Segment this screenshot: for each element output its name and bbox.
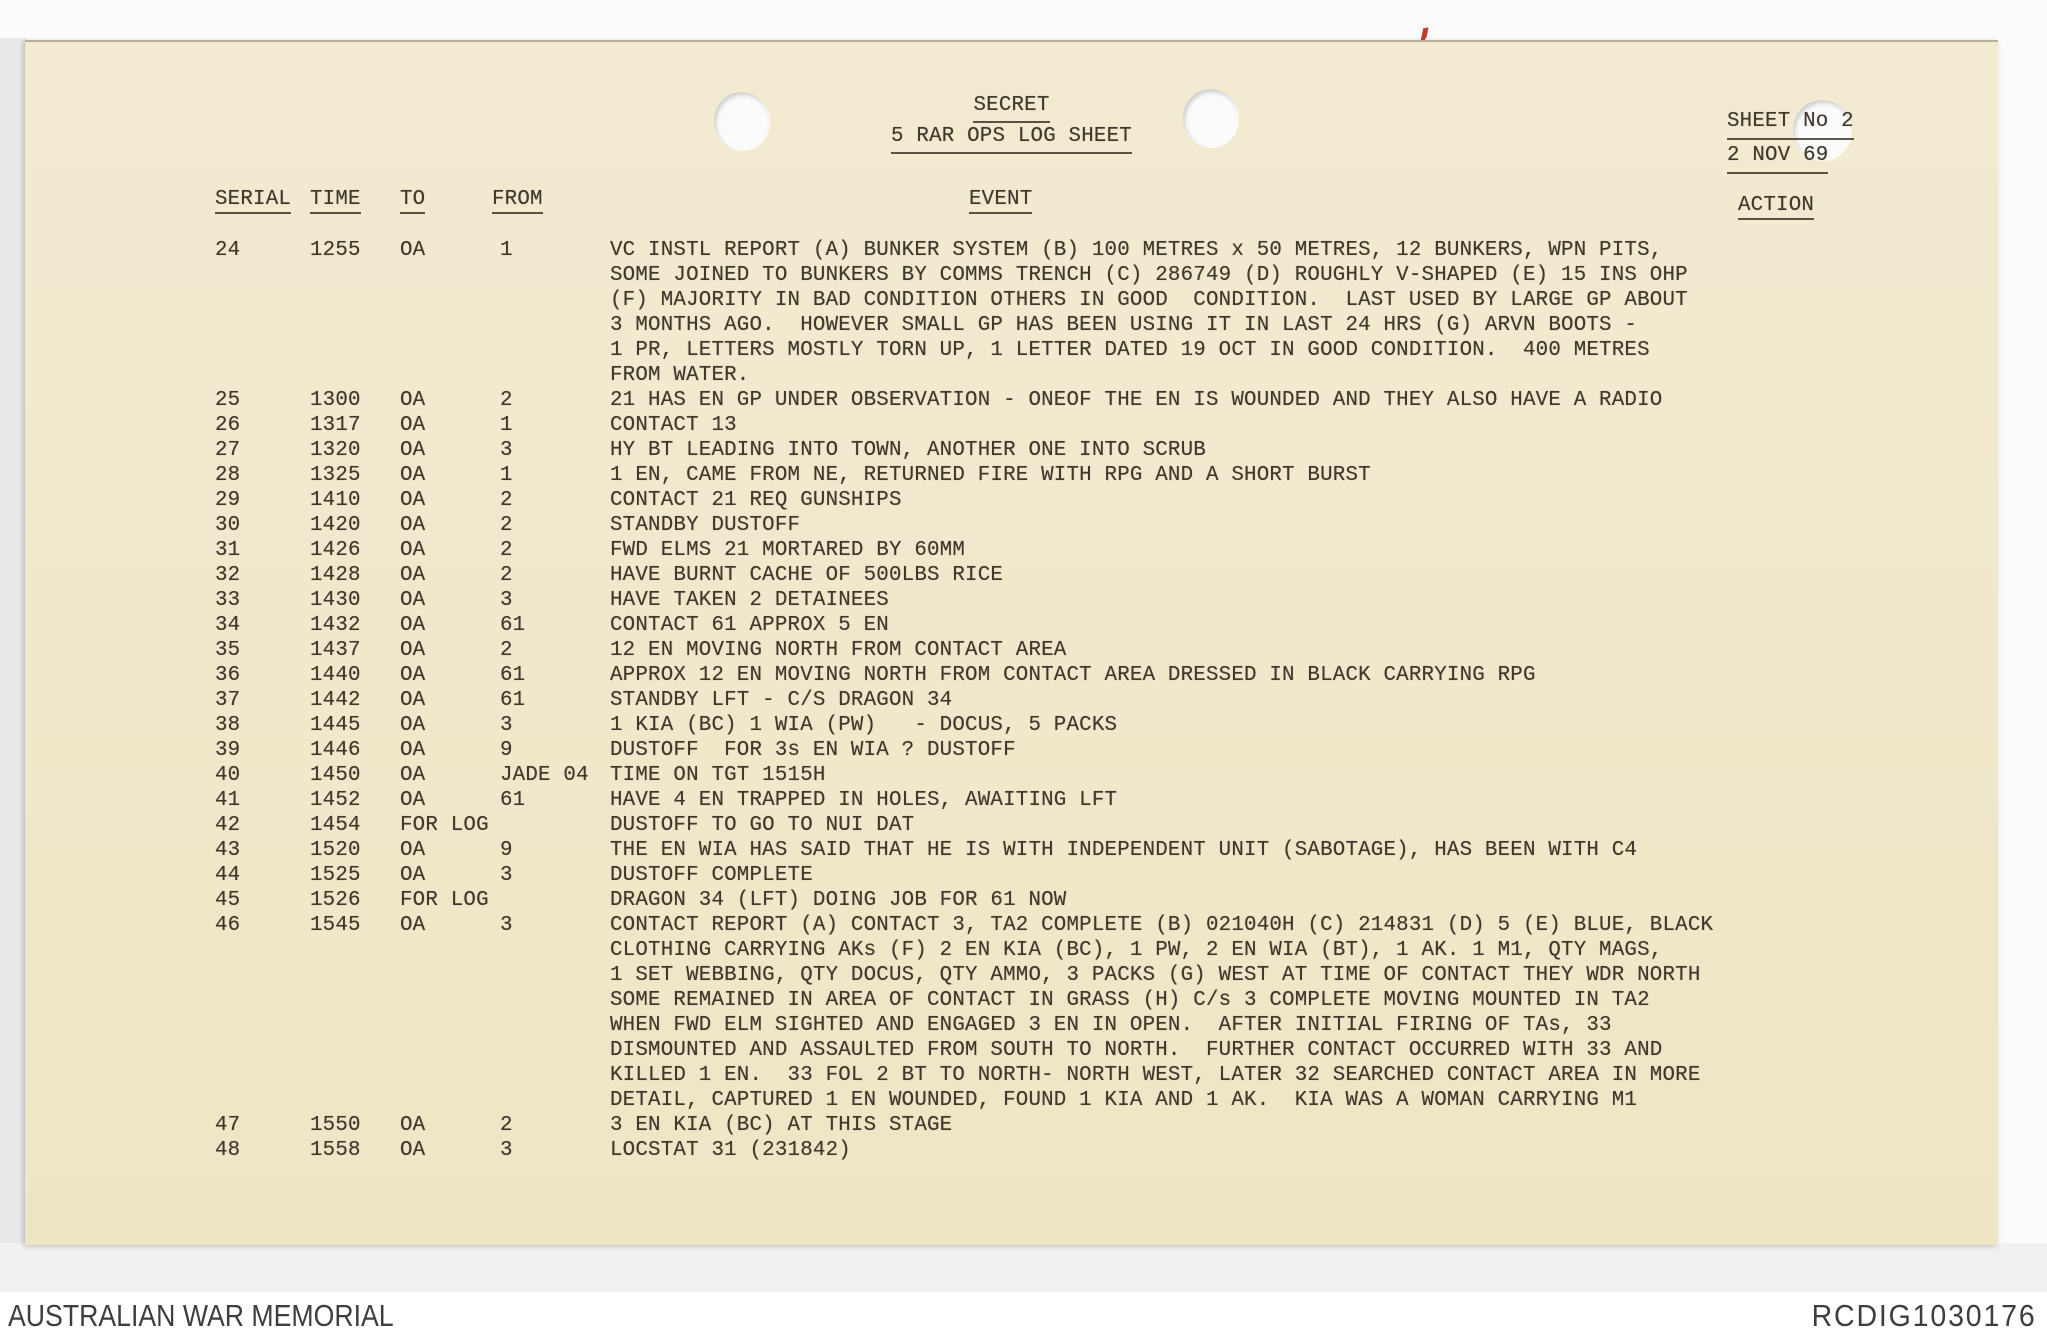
from-cell: 3	[500, 589, 513, 612]
log-entries	[215, 238, 1972, 1163]
to-cell: OA	[400, 664, 426, 687]
log-entry	[215, 788, 1972, 813]
from-cell: 2	[500, 639, 513, 662]
log-entry	[215, 863, 1972, 888]
log-entry	[215, 388, 1972, 413]
time-cell: 1520	[310, 839, 361, 862]
log-entry	[215, 463, 1972, 488]
serial-cell: 46	[215, 914, 241, 937]
column-header-from: FROM	[492, 188, 543, 214]
serial-cell: 31	[215, 539, 241, 562]
to-cell: OA	[400, 914, 426, 937]
event-cell: 21 HAS EN GP UNDER OBSERVATION - ONEOF THE EN IS WOUNDED AND THEY ALSO HAVE A RADIO	[610, 389, 1663, 412]
log-entry	[215, 588, 1972, 613]
from-cell: JADE 04	[500, 764, 589, 787]
event-cell: TIME ON TGT 1515H	[610, 764, 826, 787]
serial-cell: 32	[215, 564, 241, 587]
time-cell: 1432	[310, 614, 361, 637]
serial-cell: 45	[215, 889, 241, 912]
log-entry	[215, 513, 1972, 538]
from-cell: 61	[500, 614, 526, 637]
event-cell: CONTACT REPORT (A) CONTACT 3, TA2 COMPLETE (B) 021040H (C) 214831 (D) 5 (E) BLUE, BLACK CLOTHING CARRYING AKs (F) 2 EN KIA (BC), 1 PW, 2 EN WIA (BT), 1 AK. 1 M1, QTY MAGS, 1 SET WEBBING, QTY DOCUS, QTY AMMO, 3 PACKS (G) WEST AT TIME OF CONTACT THEY WDR NORTH SOME REMAINED IN AREA OF CONTACT IN GRASS (H) C/s 3 COMPLETE MOVING MOUNTED IN TA2 WHEN FWD ELM SIGHTED AND ENGAGED 3 EN IN OPEN. AFTER INITIAL FIRING OF TAs, 33 DISMOUNTED AND ASSAULTED FROM SOUTH TO NORTH. FURTHER CONTACT OCCURRED WITH 33 AND KILLED 1 EN. 33 FOL 2 BT TO NORTH- NORTH WEST, LATER 32 SEARCHED CONTACT AREA IN MORE DETAIL, CAPTURED 1 EN WOUNDED, FOUND 1 KIA AND 1 AK. KIA WAS A WOMAN CARRYING M1	[610, 914, 1714, 1112]
serial-cell: 37	[215, 689, 241, 712]
scanner-bed-edge	[0, 38, 26, 1243]
to-cell: OA	[400, 589, 426, 612]
to-cell: FOR LOG	[400, 889, 489, 912]
to-cell: OA	[400, 789, 426, 812]
log-entry	[215, 763, 1972, 788]
event-cell: APPROX 12 EN MOVING NORTH FROM CONTACT AREA DRESSED IN BLACK CARRYING RPG	[610, 664, 1536, 687]
column-header-time: TIME	[310, 188, 361, 214]
from-cell: 1	[500, 414, 513, 437]
serial-cell: 30	[215, 514, 241, 537]
event-cell: VC INSTL REPORT (A) BUNKER SYSTEM (B) 100 METRES x 50 METRES, 12 BUNKERS, WPN PITS, SOME JOINED TO BUNKERS BY COMMS TRENCH (C) 286749 (D) ROUGHLY V-SHAPED (E) 15 INS OHP (F) MAJORITY IN BAD CONDITION OTHERS IN GOOD CONDITION. LAST USED BY LARGE GP ABOUT 3 MONTHS AGO. HOWEVER SMALL GP HAS BEEN USING IT IN LAST 24 HRS (G) ARVN BOOTS - 1 PR, LETTERS MOSTLY TORN UP, 1 LETTER DATED 19 OCT IN GOOD CONDITION. 400 METRES FROM WATER.	[610, 239, 1688, 387]
log-entry	[215, 413, 1972, 438]
from-cell: 3	[500, 439, 513, 462]
log-entry	[215, 688, 1972, 713]
log-entry	[215, 1113, 1972, 1138]
serial-cell: 25	[215, 389, 241, 412]
event-cell: DUSTOFF FOR 3s EN WIA ? DUSTOFF	[610, 739, 1016, 762]
viewer-footer	[0, 1292, 2047, 1338]
log-entry	[215, 888, 1972, 913]
event-cell: 1 KIA (BC) 1 WIA (PW) - DOCUS, 5 PACKS	[610, 714, 1118, 737]
time-cell: 1410	[310, 489, 361, 512]
log-entry	[215, 813, 1972, 838]
event-cell: HAVE BURNT CACHE OF 500LBS RICE	[610, 564, 1004, 587]
to-cell: OA	[400, 564, 426, 587]
time-cell: 1558	[310, 1139, 361, 1162]
to-cell: OA	[400, 464, 426, 487]
from-cell: 2	[500, 389, 513, 412]
event-cell: CONTACT 13	[610, 414, 737, 437]
record-id: RCDIG1030176	[1811, 1298, 2037, 1333]
serial-cell: 27	[215, 439, 241, 462]
archive-name: AUSTRALIAN WAR MEMORIAL	[8, 1298, 394, 1333]
to-cell: OA	[400, 764, 426, 787]
to-cell: OA	[400, 714, 426, 737]
event-cell: CONTACT 61 APPROX 5 EN	[610, 614, 889, 637]
to-cell: OA	[400, 839, 426, 862]
from-cell: 2	[500, 489, 513, 512]
from-cell: 1	[500, 464, 513, 487]
serial-cell: 48	[215, 1139, 241, 1162]
sheet-date: 2 NOV 69	[1727, 140, 1828, 174]
time-cell: 1525	[310, 864, 361, 887]
time-cell: 1452	[310, 789, 361, 812]
to-cell: OA	[400, 689, 426, 712]
serial-cell: 39	[215, 739, 241, 762]
sheet-number: SHEET No 2	[1727, 106, 1854, 140]
event-cell: LOCSTAT 31 (231842)	[610, 1139, 851, 1162]
time-cell: 1430	[310, 589, 361, 612]
time-cell: 1526	[310, 889, 361, 912]
event-cell: CONTACT 21 REQ GUNSHIPS	[610, 489, 902, 512]
to-cell: OA	[400, 539, 426, 562]
event-cell: HAVE TAKEN 2 DETAINEES	[610, 589, 889, 612]
to-cell: OA	[400, 639, 426, 662]
column-header-event: EVENT	[969, 188, 1032, 214]
serial-cell: 38	[215, 714, 241, 737]
to-cell: OA	[400, 614, 426, 637]
serial-cell: 28	[215, 464, 241, 487]
from-cell: 3	[500, 1139, 513, 1162]
log-entry	[215, 838, 1972, 863]
log-entry	[215, 438, 1972, 463]
log-entry	[215, 613, 1972, 638]
log-entry	[215, 713, 1972, 738]
time-cell: 1317	[310, 414, 361, 437]
time-cell: 1437	[310, 639, 361, 662]
page-title: 5 RAR OPS LOG SHEET	[891, 123, 1132, 154]
time-cell: 1420	[310, 514, 361, 537]
log-entry	[215, 638, 1972, 663]
time-cell: 1428	[310, 564, 361, 587]
document-header	[25, 92, 1998, 154]
event-cell: FWD ELMS 21 MORTARED BY 60MM	[610, 539, 966, 562]
log-entry	[215, 913, 1972, 1113]
serial-cell: 24	[215, 239, 241, 262]
from-cell: 3	[500, 714, 513, 737]
serial-cell: 40	[215, 764, 241, 787]
to-cell: OA	[400, 414, 426, 437]
from-cell: 9	[500, 739, 513, 762]
to-cell: OA	[400, 389, 426, 412]
time-cell: 1454	[310, 814, 361, 837]
from-cell: 2	[500, 1114, 513, 1137]
time-cell: 1442	[310, 689, 361, 712]
time-cell: 1440	[310, 664, 361, 687]
from-cell: 1	[500, 239, 513, 262]
to-cell: OA	[400, 1114, 426, 1137]
log-entry	[215, 563, 1972, 588]
time-cell: 1320	[310, 439, 361, 462]
log-entry	[215, 488, 1972, 513]
log-entry	[215, 538, 1972, 563]
time-cell: 1426	[310, 539, 361, 562]
from-cell: 9	[500, 839, 513, 862]
event-cell: HAVE 4 EN TRAPPED IN HOLES, AWAITING LFT	[610, 789, 1118, 812]
event-cell: STANDBY LFT - C/S DRAGON 34	[610, 689, 953, 712]
from-cell: 61	[500, 789, 526, 812]
event-cell: STANDBY DUSTOFF	[610, 514, 801, 537]
scanner-bed-bottom	[0, 1243, 2047, 1292]
column-header-to: TO	[400, 188, 425, 214]
serial-cell: 47	[215, 1114, 241, 1137]
to-cell: OA	[400, 239, 426, 262]
log-entry	[215, 663, 1972, 688]
event-cell: DRAGON 34 (LFT) DOING JOB FOR 61 NOW	[610, 889, 1067, 912]
time-cell: 1446	[310, 739, 361, 762]
from-cell: 2	[500, 539, 513, 562]
from-cell: 3	[500, 864, 513, 887]
event-cell: DUSTOFF TO GO TO NUI DAT	[610, 814, 915, 837]
from-cell: 2	[500, 564, 513, 587]
serial-cell: 29	[215, 489, 241, 512]
to-cell: OA	[400, 864, 426, 887]
serial-cell: 34	[215, 614, 241, 637]
sheet-info	[1727, 106, 1854, 174]
time-cell: 1550	[310, 1114, 361, 1137]
to-cell: OA	[400, 439, 426, 462]
serial-cell: 44	[215, 864, 241, 887]
from-cell: 61	[500, 689, 526, 712]
from-cell: 2	[500, 514, 513, 537]
event-cell: THE EN WIA HAS SAID THAT HE IS WITH INDEPENDENT UNIT (SABOTAGE), HAS BEEN WITH C4	[610, 839, 1638, 862]
to-cell: OA	[400, 739, 426, 762]
time-cell: 1450	[310, 764, 361, 787]
column-header-serial: SERIAL	[215, 188, 291, 214]
time-cell: 1545	[310, 914, 361, 937]
time-cell: 1325	[310, 464, 361, 487]
event-cell: 12 EN MOVING NORTH FROM CONTACT AREA	[610, 639, 1067, 662]
serial-cell: 41	[215, 789, 241, 812]
time-cell: 1300	[310, 389, 361, 412]
log-entry	[215, 738, 1972, 763]
serial-cell: 42	[215, 814, 241, 837]
classification-label: SECRET	[973, 92, 1049, 123]
to-cell: OA	[400, 514, 426, 537]
serial-cell: 36	[215, 664, 241, 687]
event-cell: 1 EN, CAME FROM NE, RETURNED FIRE WITH RPG AND A SHORT BURST	[610, 464, 1371, 487]
serial-cell: 35	[215, 639, 241, 662]
to-cell: OA	[400, 1139, 426, 1162]
from-cell: 61	[500, 664, 526, 687]
event-cell: DUSTOFF COMPLETE	[610, 864, 813, 887]
serial-cell: 43	[215, 839, 241, 862]
time-cell: 1255	[310, 239, 361, 262]
log-entry	[215, 1138, 1972, 1163]
event-cell: HY BT LEADING INTO TOWN, ANOTHER ONE INTO SCRUB	[610, 439, 1206, 462]
scanned-log-sheet	[25, 40, 1998, 1245]
serial-cell: 26	[215, 414, 241, 437]
to-cell: FOR LOG	[400, 814, 489, 837]
time-cell: 1445	[310, 714, 361, 737]
to-cell: OA	[400, 489, 426, 512]
column-header-action: ACTION	[1738, 194, 1814, 220]
log-entry	[215, 238, 1972, 388]
from-cell: 3	[500, 914, 513, 937]
event-cell: 3 EN KIA (BC) AT THIS STAGE	[610, 1114, 953, 1137]
serial-cell: 33	[215, 589, 241, 612]
